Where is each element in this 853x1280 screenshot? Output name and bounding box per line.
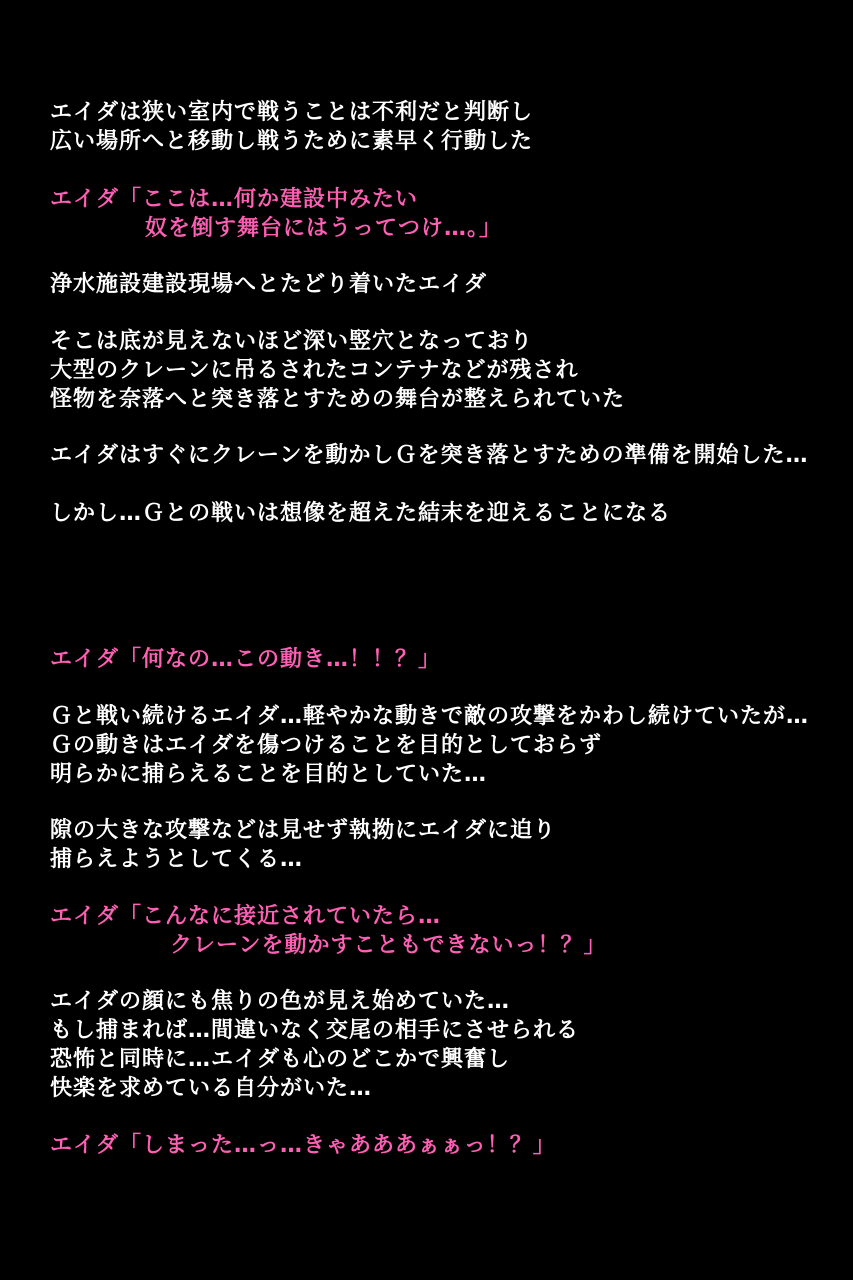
narration-line: しかし…Ｇとの戦いは想像を超えた結末を迎えることになる (50, 501, 672, 526)
dialogue-line-continuation: 奴を倒す舞台にはうってつけ…。」 (145, 216, 503, 241)
narration-line: エイダはすぐにクレーンを動かしＧを突き落とすための準備を開始した… (50, 443, 809, 468)
narration-line: 捕らえようとしてくる… (50, 847, 304, 872)
dialogue-line: エイダ「ここは…何か建設中みたい (50, 187, 419, 212)
narration-line: 大型のクレーンに吊るされたコンテナなどが残され (50, 358, 579, 383)
narration-line: 浄水施設建設現場へとたどり着いたエイダ (50, 272, 488, 297)
narration-line: そこは底が見えないほど深い竪穴となっており (50, 329, 534, 354)
dialogue-line: エイダ「何なの…この動き…！！？」 (50, 647, 442, 672)
dialogue-line: エイダ「しまった…っ…きゃあああぁぁっ！？」 (50, 1133, 556, 1158)
narration-line: 明らかに捕らえることを目的としていた… (50, 762, 488, 787)
narration-line: もし捕まれば…間違いなく交尾の相手にさせられる (50, 1018, 580, 1043)
narration-line: Ｇの動きはエイダを傷つけることを目的としておらず (50, 733, 603, 758)
narration-line: エイダの顔にも焦りの色が見え始めていた… (50, 989, 511, 1014)
narration-line: 恐怖と同時に…エイダも心のどこかで興奮し (50, 1047, 511, 1072)
narration-line: 広い場所へと移動し戦うために素早く行動した (50, 129, 534, 154)
narration-line: 隙の大きな攻撃などは見せず執拗にエイダに迫り (50, 818, 557, 843)
dialogue-line-continuation: クレーンを動かすこともできないっ！？」 (170, 933, 607, 958)
narration-line: 快楽を求めている自分がいた… (50, 1076, 373, 1101)
dialogue-line: エイダ「こんなに接近されていたら… (50, 904, 442, 929)
narration-line: エイダは狭い室内で戦うことは不利だと判断し (50, 100, 534, 125)
narration-line: Ｇと戦い続けるエイダ…軽やかな動きで敵の攻撃をかわし続けていたが… (50, 704, 810, 729)
narration-line: 怪物を奈落へと突き落とすための舞台が整えられていた (50, 387, 626, 412)
